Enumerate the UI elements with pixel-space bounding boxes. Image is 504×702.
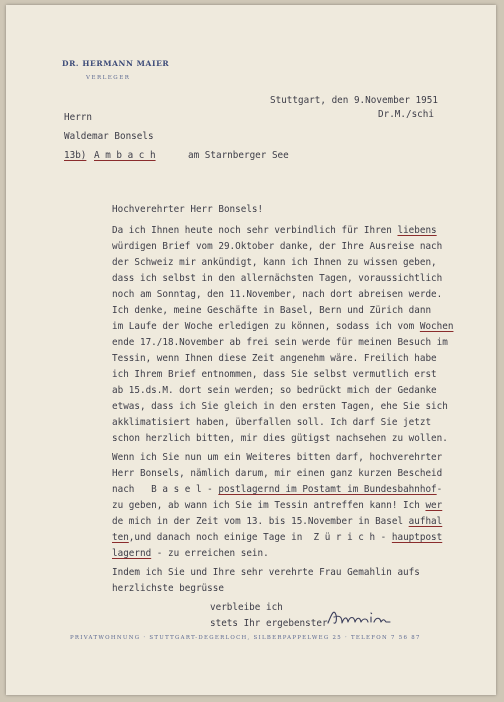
body-line	[112, 548, 269, 559]
body-line	[112, 500, 442, 511]
closing-line: verbleibe ich	[210, 602, 283, 613]
greeting: Hochverehrter Herr Bonsels!	[112, 204, 264, 215]
handwritten-signature	[324, 605, 404, 629]
body-text: zu geben, ab wann ich Sie im Tessin antreffen kann! Ich	[112, 500, 426, 511]
body-line: etwas, dass ich Sie gleich in den ersten Tagen, ehe Sie sich	[112, 401, 448, 412]
closing-line: stets Ihr ergebenster	[210, 618, 328, 629]
letterhead-role: VERLEGER	[86, 75, 131, 81]
body-line: akklimatisiert haben, überfallen soll. Ich darf Sie jetzt	[112, 417, 432, 428]
body-text-underlined: wer	[425, 500, 443, 511]
body-text: nach B a s e l -	[112, 484, 219, 495]
body-line: der Schweiz mir ankündigt, kann ich Ihnen zu wissen geben,	[112, 257, 437, 268]
body-line	[112, 532, 442, 543]
body-line	[112, 225, 437, 236]
body-text: Da ich Ihnen heute noch sehr verbindlich für Ihren	[112, 225, 398, 236]
letterhead-name: DR. HERMANN MAIER	[62, 59, 170, 68]
body-line: Wenn ich Sie nun um ein Weiteres bitten darf, hochverehrter	[112, 452, 443, 463]
body-text-underlined: aufhal	[408, 516, 443, 527]
body-line: Tessin, wenn Ihnen diese Zeit angenehm wäre. Freilich habe	[112, 353, 437, 364]
body-line: ende 17./18.November ab frei sein werde für meinen Besuch im	[112, 337, 448, 348]
body-line: dass ich selbst in den allernächsten Tagen, voraussichtlich	[112, 273, 443, 284]
body-line: Herr Bonsels, nämlich darum, mir einen ganz kurzen Bescheid	[112, 468, 443, 479]
body-text: -	[436, 484, 443, 495]
body-text-underlined: lagernd	[112, 548, 152, 559]
body-text-underlined: liebens	[397, 225, 437, 236]
body-line: würdigen Brief vom 29.Oktober danke, der Ihre Ausreise nach	[112, 241, 443, 252]
body-line	[112, 321, 453, 332]
body-text: ,und danach noch einige Tage in Z ü r i c h -	[128, 532, 392, 543]
body-text: im Laufe der Woche erledigen zu können, sodass ich vom	[112, 321, 420, 332]
body-line: ab 15.ds.M. dort sein werden; so bedrückt mich der Gedanke	[112, 385, 437, 396]
letter-sheet	[6, 5, 496, 695]
recipient-address-place: A m b a c h	[94, 150, 156, 161]
body-line: ich Ihrem Brief entnommen, dass Sie selbst vermutlich erst	[112, 369, 437, 380]
reference: Dr.M./schi	[378, 109, 434, 120]
body-line: noch am Sonntag, den 11.November, nach dort abreisen werde.	[112, 289, 443, 300]
body-text: de mich in der Zeit vom 13. bis 15.November in Basel	[112, 516, 409, 527]
body-text-underlined: postlagernd im Postamt im Bundesbahnhof	[218, 484, 437, 495]
place-date: Stuttgart, den 9.November 1951	[270, 95, 438, 106]
body-text-underlined: Wochen	[419, 321, 454, 332]
body-line: Ich denke, meine Geschäfte in Basel, Bern und Zürich dann	[112, 305, 432, 316]
body-line	[112, 484, 442, 495]
body-line: herzlichste begrüsse	[112, 583, 224, 594]
recipient-address-number: 13b)	[64, 150, 87, 161]
body-line: Indem ich Sie und Ihre sehr verehrte Frau Gemahlin aufs	[112, 567, 420, 578]
body-line	[112, 516, 442, 527]
body-text: - zu erreichen sein.	[151, 548, 269, 559]
body-text-underlined: ten	[112, 532, 129, 543]
letterhead-footer: PRIVATWOHNUNG · STUTTGART-DEGERLOCH, SILBERPAPPELWEG 25 · TELEFON 7 56 87	[70, 635, 421, 641]
recipient-name: Waldemar Bonsels	[64, 131, 154, 142]
body-line: schon herzlich bitten, mir dies gütigst nachsehen zu wollen.	[112, 433, 448, 444]
recipient-salutation: Herrn	[64, 112, 92, 123]
body-text-underlined: hauptpost	[391, 532, 443, 543]
recipient-address-lake: am Starnberger See	[188, 150, 289, 161]
